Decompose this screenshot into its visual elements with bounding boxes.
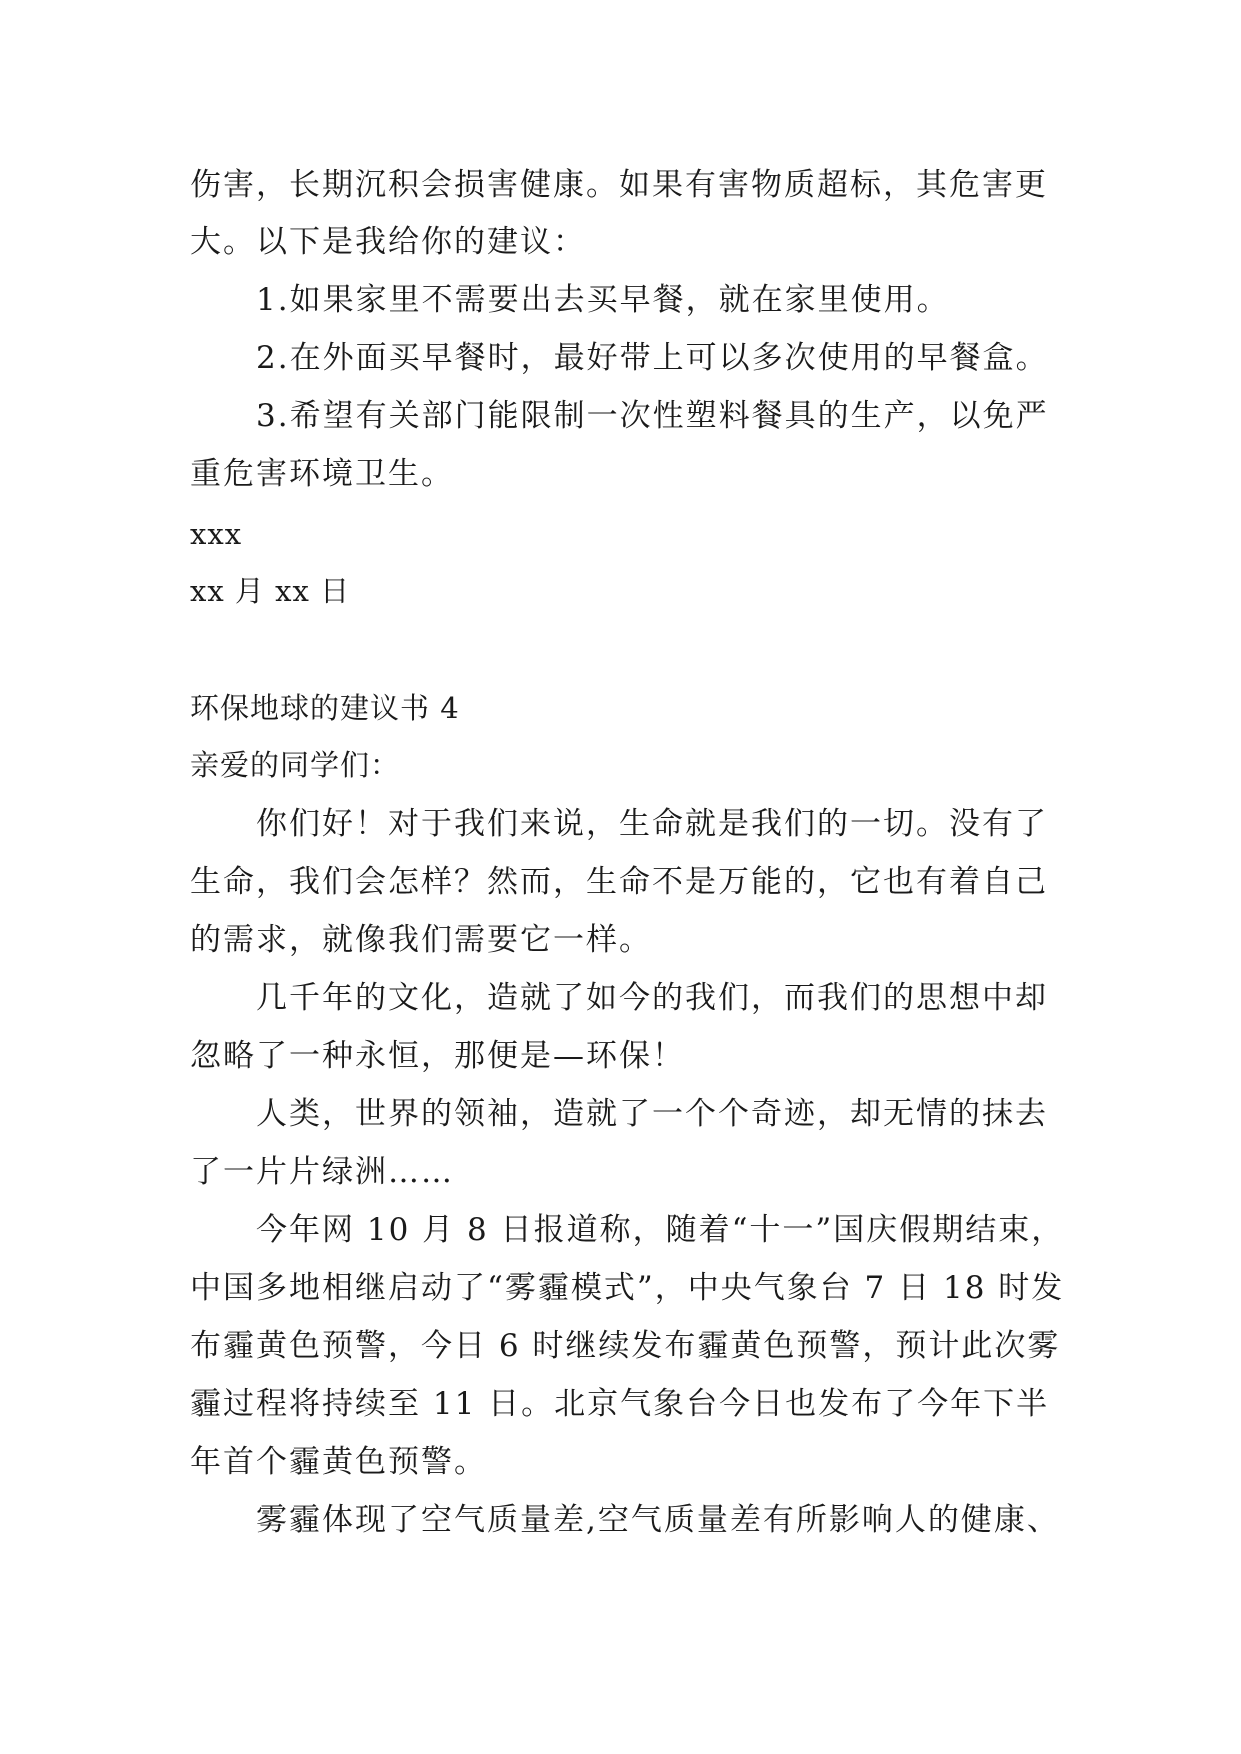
paragraph-line: 几千年的文化，造就了如今的我们，而我们的思想中却: [256, 980, 1048, 1016]
salutation: 亲爱的同学们：: [190, 748, 401, 782]
paragraph-line: 中国多地相继启动了“雾霾模式”，中央气象台 7 日 18 时发: [190, 1270, 1065, 1306]
paragraph-line: 忽略了一种永恒，那便是—环保！: [190, 1038, 685, 1074]
paragraph-line: 你们好！对于我们来说，生命就是我们的一切。没有了: [256, 806, 1048, 842]
paragraph-line: 今年网 10 月 8 日报道称，随着“十一”国庆假期结束，: [256, 1212, 1065, 1248]
signature: xxx: [190, 517, 243, 551]
paragraph-line: 的需求，就像我们需要它一样。: [190, 922, 652, 958]
list-item: 2.在外面买早餐时，最好带上可以多次使用的早餐盒。: [256, 340, 1049, 376]
section-title: 环保地球的建议书 4: [190, 691, 460, 725]
date-line: xx 月 xx 日: [190, 574, 351, 608]
paragraph-line: 大。以下是我给你的建议：: [190, 224, 586, 260]
list-item: 1.如果家里不需要出去买早餐，就在家里使用。: [256, 282, 950, 318]
paragraph-line: 人类，世界的领袖，造就了一个个奇迹，却无情的抹去: [256, 1096, 1048, 1132]
paragraph-line: 了一片片绿洲……: [190, 1154, 454, 1190]
paragraph-line: 年首个霾黄色预警。: [190, 1444, 487, 1480]
paragraph-line: 生命，我们会怎样？然而，生命不是万能的，它也有着自己: [190, 864, 1048, 900]
paragraph-line: 布霾黄色预警，今日 6 时继续发布霾黄色预警，预计此次雾: [190, 1328, 1061, 1364]
paragraph-line: 伤害，长期沉积会损害健康。如果有害物质超标，其危害更: [190, 167, 1048, 203]
paragraph-line: 重危害环境卫生。: [190, 456, 454, 492]
list-item: 3.希望有关部门能限制一次性塑料餐具的生产，以免严: [256, 398, 1049, 434]
paragraph-line: 雾霾体现了空气质量差,空气质量差有所影响人的健康、: [256, 1502, 1060, 1538]
paragraph-line: 霾过程将持续至 11 日。北京气象台今日也发布了今年下半: [190, 1386, 1050, 1422]
